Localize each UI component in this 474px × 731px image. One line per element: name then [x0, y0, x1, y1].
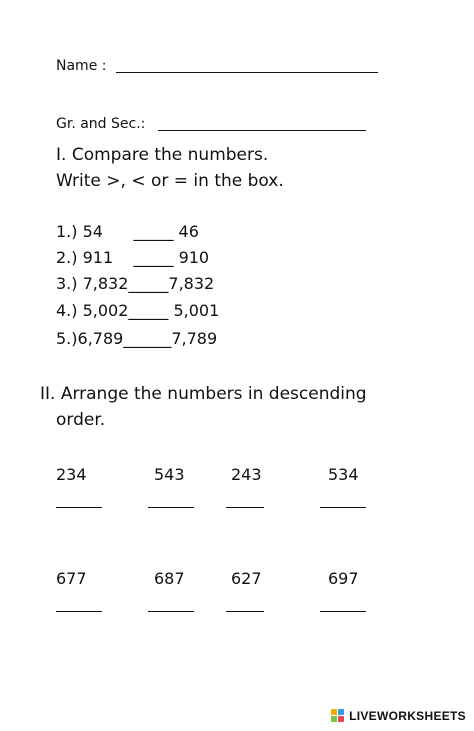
row1-answer-blank-2[interactable] [148, 507, 194, 508]
name-blank[interactable] [116, 72, 378, 73]
row2-number-1: 677 [56, 569, 87, 588]
logo-square-2 [338, 709, 344, 715]
row1-answer-blank-4[interactable] [320, 507, 366, 508]
row2-answer-blank-1[interactable] [56, 611, 102, 612]
compare-item-2: 2.) 911 _____ 910 [56, 248, 210, 267]
grade-section-label: Gr. and Sec.: [56, 116, 146, 132]
compare-item-1: 1.) 54 _____ 46 [56, 222, 199, 241]
row2-number-3: 627 [231, 569, 262, 588]
part1-title-line2: Write >, < or = in the box. [56, 171, 284, 191]
compare-item-5: 5.)6,789______7,789 [56, 329, 218, 348]
logo-square-4 [338, 716, 344, 722]
logo-square-1 [331, 709, 337, 715]
row1-number-1: 234 [56, 465, 87, 484]
logo-square-3 [331, 716, 337, 722]
compare-item-4: 4.) 5,002_____ 5,001 [56, 301, 220, 320]
row2-answer-blank-3[interactable] [226, 611, 264, 612]
row1-number-2: 543 [154, 465, 185, 484]
row1-number-4: 534 [328, 465, 359, 484]
row1-number-3: 243 [231, 465, 262, 484]
row1-answer-blank-3[interactable] [226, 507, 264, 508]
row1-answer-blank-1[interactable] [56, 507, 102, 508]
row2-answer-blank-4[interactable] [320, 611, 366, 612]
compare-item-3: 3.) 7,832_____7,832 [56, 274, 215, 293]
row2-number-2: 687 [154, 569, 185, 588]
grade-section-blank[interactable] [158, 130, 366, 131]
liveworksheets-logo [331, 709, 466, 723]
row2-answer-blank-2[interactable] [148, 611, 194, 612]
name-label: Name : [56, 58, 107, 74]
liveworksheets-logo-icon [331, 709, 345, 723]
part1-title-line1: I. Compare the numbers. [56, 145, 269, 165]
liveworksheets-brand-text: LIVEWORKSHEETS [349, 709, 466, 723]
row2-number-4: 697 [328, 569, 359, 588]
part2-title-line1: II. Arrange the numbers in descending [40, 384, 367, 404]
part2-title-line2: order. [56, 410, 106, 430]
